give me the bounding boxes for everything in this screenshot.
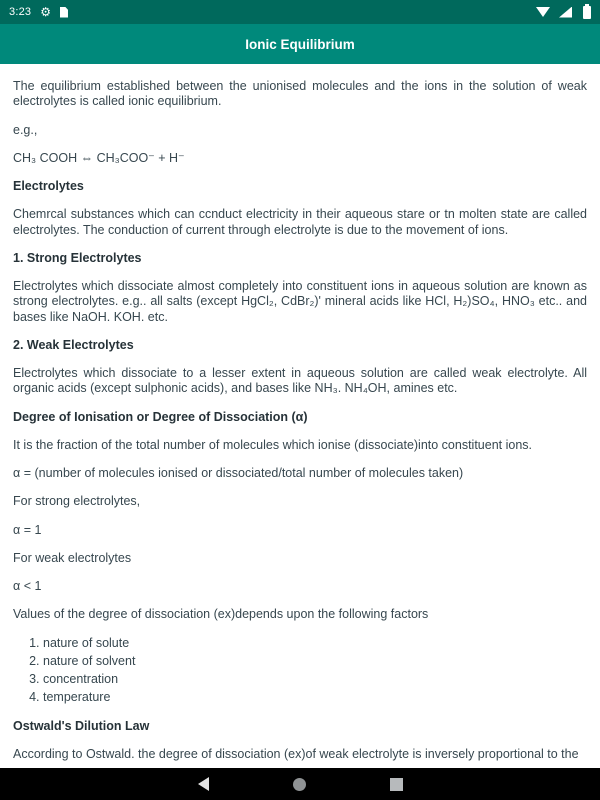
content-area[interactable] bbox=[0, 64, 600, 768]
paragraph-for-strong: For strong electrolytes, bbox=[13, 494, 141, 509]
formula-acetic-acid: CH₃ COOH ⇔ CH₃COO⁻ + H⁻ bbox=[13, 150, 185, 165]
list-item: 4. temperature bbox=[43, 690, 587, 705]
paragraph-weak-electrolytes: Electrolytes which dissociate to a lesser extent in aqueous solution are called weak electrolyte. All organic acids (except sulphonic acids), and bases like NH₃. NH₄OH, amines etc. bbox=[13, 366, 587, 396]
heading-weak-electrolytes: 2. Weak Electrolytes bbox=[13, 337, 134, 352]
home-icon[interactable] bbox=[293, 778, 306, 791]
paragraph-factors-intro: Values of the degree of dissociation (ex)depends upon the following factors bbox=[13, 607, 429, 622]
formula-alpha-equals-one: α = 1 bbox=[13, 522, 42, 537]
heading-electrolytes: Electrolytes bbox=[13, 179, 84, 193]
wifi-icon bbox=[536, 7, 550, 17]
paragraph-eg: e.g., bbox=[13, 122, 38, 137]
formula-alpha-definition: α = (number of molecules ionised or dissociated/total number of molecules taken) bbox=[13, 466, 464, 480]
paragraph-degree-definition: It is the fraction of the total number of molecules which ionise (dissociate)into constituent ions. bbox=[13, 437, 533, 452]
signal-icon bbox=[559, 7, 572, 18]
heading-ostwald: Ostwald's Dilution Law bbox=[13, 718, 150, 733]
list-item: 1. nature of solute bbox=[43, 636, 587, 651]
heading-degree-of-ionisation: Degree of Ionisation or Degree of Dissociation (α) bbox=[13, 409, 308, 424]
factors-list bbox=[13, 636, 587, 706]
back-icon[interactable] bbox=[198, 777, 209, 791]
recents-icon[interactable] bbox=[390, 778, 403, 791]
page-title: Ionic Equilibrium bbox=[245, 36, 355, 52]
list-item: 2. nature of solvent bbox=[43, 654, 587, 669]
file-icon bbox=[60, 7, 68, 18]
app-bar bbox=[0, 24, 600, 64]
paragraph-for-weak: For weak electrolytes bbox=[13, 550, 132, 565]
paragraph-electrolytes: Chemrcal substances which can ccnduct electricity in their aqueous stare or tn molten state are called electrolytes. The conduction of current through electrolyte is due to the movement of ions. bbox=[13, 207, 587, 237]
status-bar bbox=[0, 0, 600, 24]
gear-icon: ⚙ bbox=[40, 5, 51, 19]
paragraph-intro: The equilibrium established between the unionised molecules and the ions in the solution of weak electrolytes is called ionic equilibrium. bbox=[13, 79, 587, 109]
navigation-bar bbox=[0, 768, 600, 800]
heading-strong-electrolytes: 1. Strong Electrolytes bbox=[13, 250, 142, 265]
status-time: 3:23 bbox=[9, 6, 32, 18]
paragraph-ostwald: According to Ostwald. the degree of dissociation (ex)of weak electrolyte is inversely proportional to the bbox=[13, 746, 579, 761]
paragraph-strong-electrolytes: Electrolytes which dissociate almost completely into constituent ions in aqueous solution are known as strong electrolytes. e.g.. all salts (except HgCl₂, CdBr₂)' mineral acids like HCl, H₂)SO₄, HNO₃ etc.. and bases like NaOH. KOH. etc. bbox=[13, 279, 587, 324]
formula-alpha-less-than-one: α < 1 bbox=[13, 579, 42, 593]
battery-icon bbox=[583, 6, 591, 19]
list-item: 3. concentration bbox=[43, 672, 587, 687]
